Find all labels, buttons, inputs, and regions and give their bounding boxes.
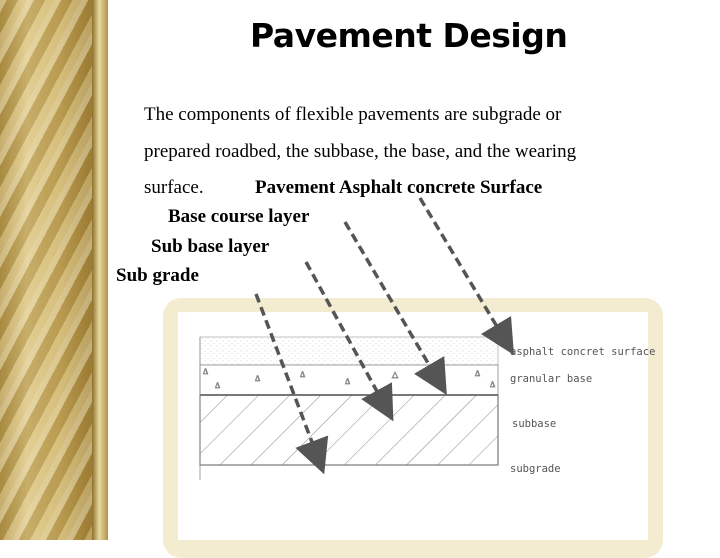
layer-label-surface: asphalt concret surface bbox=[510, 346, 656, 358]
svg-text:△: △ bbox=[392, 370, 399, 379]
layer-label-granular-base: granular base bbox=[510, 373, 593, 385]
slide-title: Pavement Design bbox=[250, 16, 568, 55]
intro-line-1: The components of flexible pavements are subgrade or bbox=[144, 104, 562, 125]
label-surface: Pavement Asphalt concrete Surface bbox=[255, 177, 543, 198]
arrow-to-surface bbox=[420, 198, 505, 340]
svg-text:Δ: Δ bbox=[203, 367, 209, 376]
svg-text:Δ: Δ bbox=[490, 380, 496, 389]
label-subbase: Sub base layer bbox=[151, 236, 270, 257]
layer-label-subgrade: subgrade bbox=[510, 463, 561, 475]
svg-text:Δ: Δ bbox=[215, 381, 221, 390]
layer-label-subbase: subbase bbox=[512, 418, 557, 430]
svg-text:Δ: Δ bbox=[440, 376, 446, 385]
svg-text:Δ: Δ bbox=[345, 377, 351, 386]
layer-subbase bbox=[200, 395, 498, 465]
svg-text:Δ: Δ bbox=[300, 370, 306, 379]
svg-text:Δ: Δ bbox=[475, 369, 481, 378]
intro-line-3: surface. bbox=[144, 177, 204, 198]
svg-text:Δ: Δ bbox=[255, 374, 261, 383]
label-base-course: Base course layer bbox=[168, 206, 310, 227]
intro-line-2: prepared roadbed, the subbase, the base, and the wearing bbox=[144, 141, 577, 162]
label-subgrade: Sub grade bbox=[116, 265, 199, 286]
